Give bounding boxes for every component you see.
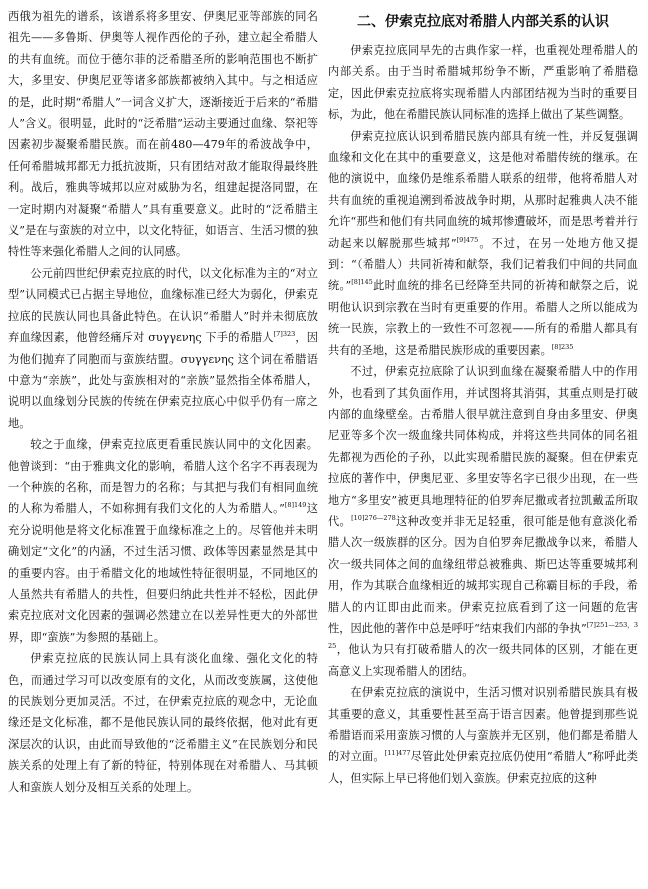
citation-ref: [7]323	[273, 330, 296, 339]
citation-ref: [8]149	[284, 501, 307, 510]
paragraph-text: ，因为他们抛弃了同胞而与蛮族结盟。συγγενης 这个词在希腊语中意为“亲族”，此处与蛮族相对的“亲族”显然指全体希腊人，说明以血缘划分民族的传统在伊索克拉底心中似乎仍有一席之地。	[8, 331, 318, 430]
section-title: 二、伊索克拉底对希腊人内部关系的认识	[357, 14, 609, 30]
body-paragraph	[8, 434, 318, 648]
citation-ref: [8]145	[351, 278, 373, 287]
right-paragraphs	[328, 40, 638, 789]
paragraph-text: 此时血统的排名已经降至共同的祈祷和献祭之后，说明他认识到宗教在当时有更重要的作用。希腊人之所以能成为统一民族，宗教上的一致性不可忽视——所有的希腊人都具有共有的圣地，这是希腊民族形成的重要因素。	[328, 279, 638, 357]
citation-ref: [8]235	[551, 342, 574, 351]
citation-ref: [7]251—253，325	[328, 620, 638, 651]
right-column	[328, 6, 638, 889]
paragraph-text: 在伊索克拉底的演说中，生活习惯对识别希腊民族具有极其重要的意义，其重要性甚至高于语言因素。他曾提到那些说希腊语而采用蛮族习惯的人与蛮族并无区别，他们都是希腊人的对立面。	[328, 686, 638, 764]
paragraph-text: 公元前四世纪伊索克拉底的时代，以文化标准为主的“对立型”认同模式已占据主导地位，血缘标准已经大为弱化，伊索克拉底的民族认同也具备此特色。在认识“希腊人”时并未彻底放弃血缘因素，他曾经痛斥对 συγγενης 下手的希腊人	[8, 266, 318, 345]
paragraph-text: 这充分说明他是将文化标准置于血缘标准之上的。尽管他并未明确划定“文化”的内涵，不过生活习惯、政体等因素显然是其中的重要内容。由于希腊文化的地域性特征很明显，不同地区的人虽然共有希腊人的共性，但要归纳此共性并不轻松，因此伊索克拉底对文化因素的强调必然建立在以差异性更大的外部世界，即“蛮族”为参照的基础上。	[8, 502, 318, 644]
body-paragraph	[328, 682, 638, 789]
paragraph-text: 不过，伊索克拉底除了认识到血缘在凝聚希腊人中的作用外，也看到了其负面作用，并试图将其消弭，其重点则是打破内部的血缘壁垒。古希腊人很早就注意到自身由多里安、伊奥尼亚等多个次一级血缘共同体构成，并将这些共同体的同名祖先都视为西伦的子孙，以此实现希腊民族的凝聚。但在伊索克拉底的著作中，伊奥尼亚、多里安等名字已很少出现，在一些地方“多里安”被更具地理特征的伯罗奔尼撒或者拉凯戴孟所取代。	[328, 365, 638, 528]
paragraph-text: 伊索克拉底认识到希腊民族内部具有统一性，并反复强调血缘和文化在其中的重要意义，这是他对希腊传统的继承。在他的演说中，血缘仍是维系希腊人联系的纽带，他将希腊人对共有血统的重视追溯到希波战争时期，从那时起雅典人决不能允许“那些和他们有共同血统的城邦惨遭破坏，而是思考着并行动起来以解脱那些城邦”	[328, 129, 638, 250]
body-paragraph	[328, 361, 638, 682]
paragraph-text: 较之于血缘，伊索克拉底更看重民族认同中的文化因素。他曾谈到：“由于雅典文化的影响，希腊人这个名字不再表现为一个种族的名称，而是智力的名称；与其把与我们有相同血统的人称为希腊人，不如称拥有我们文化的人为希腊人。”	[8, 438, 318, 516]
left-column	[8, 6, 318, 889]
paragraph-text: 尽管此处伊索克拉底仍使用“希腊人”称呼此类人，但实际上早已将他们划入蛮族。伊索克拉底的这种	[328, 750, 638, 785]
citation-ref: [9]475	[456, 235, 479, 244]
body-paragraph: 西俄为祖先的谱系，该谱系将多里安、伊奥尼亚等部族的同名祖先——多鲁斯、伊奥等人视作西伦的子孙，建立起全希腊人的共有血统。而位于德尔菲的泛希腊圣所的影响范围也不断扩大，多里安、伊奥尼亚等诸多部族都被纳入其中。与之相适应的是，此时期“希腊人”一词含义扩大，逐渐接近于后来的“希腊人”含义。很明显，此时的“泛希腊”运动主要通过血缘、祭祀等因素初步凝聚希腊民族。而在前480—479年的希波战争中，任何希腊城邦都无力抵抗波斯，只有团结对敌才能取得最终胜利。战后，雅典等城邦以应对威胁为名，组建起提洛同盟，在一定时期内对凝聚“希腊人”具有重要意义。此时的“泛希腊主义”是在与蛮族的对立中，以文化特征，如语言、生活习惯的独特性等来强化希腊人之间的认同感。	[8, 10, 318, 259]
paragraph-text: 伊索克拉底同早先的古典作家一样，也重视处理希腊人的内部关系。由于当时希腊城邦纷争不断，严重影响了希腊稳定，因此伊索克拉底将实现希腊人内部团结视为当时的重要目标，为此，他在希腊民族认同标准的选择上做出了某些调整。	[328, 44, 638, 122]
body-paragraph	[328, 40, 638, 126]
body-paragraph: 伊索克拉底的民族认同上具有淡化血缘、强化文化的特色，而通过学习可以改变原有的文化，从而改变族属，这使他的民族划分更加灵活。不过，在伊索克拉底的观念中，无论血缘还是文化标准，都不是他民族认同的最终依据，他对此有更深层次的认识，由此而导致他的“泛希腊主义”在民族划分和民族关系的处理上有了新的特征，特别体现在对希腊人、马其顿人和蛮族人划分及相互关系的处理上。	[8, 652, 318, 794]
paragraph-text: ，他认为只有打破希腊人的次一级共同体的区别，才能在更高意义上实现希腊人的团结。	[328, 643, 638, 678]
paragraph-text: 这种改变并非无足轻重，很可能是他有意淡化希腊人次一级族群的区分。因为自伯罗奔尼撒战争以来，希腊人次一级共同体之间的血缘纽带总被雅典、斯巴达等重要城邦利用，作为其联合血缘相近的城邦实现自己称霸目标的手段，希腊人的内讧即由此而来。伊索克拉底看到了这一问题的危害性，因此他的著作中总是呼吁“结束我们内部的争执”	[328, 514, 638, 635]
body-paragraph	[8, 263, 318, 434]
citation-ref: [10]276—278	[351, 513, 396, 522]
body-paragraph	[328, 126, 638, 361]
paragraph-text: 。不过，在另一处地方他又提到：“（希腊人）共同祈祷和献祭，我们记着我们中间的共同血统。”	[328, 236, 638, 293]
citation-ref: [11]477	[384, 749, 411, 758]
